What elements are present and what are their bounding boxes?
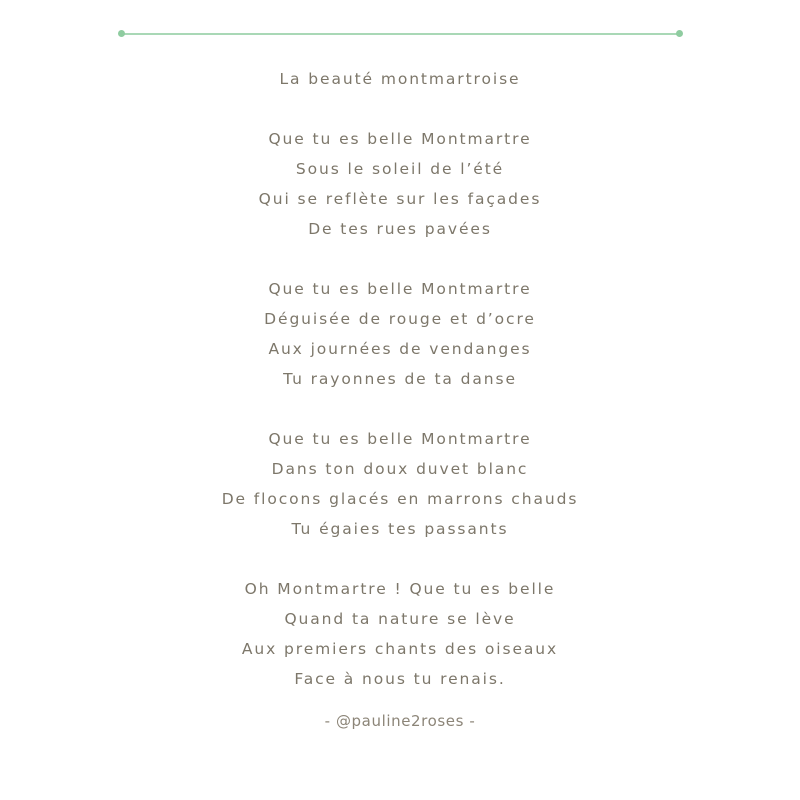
author-signature: - @pauline2roses -: [324, 712, 476, 730]
poem-line: Que tu es belle Montmartre: [268, 280, 532, 298]
poem-line: Sous le soleil de l’été: [295, 160, 505, 178]
stanza-1: [0, 124, 800, 244]
poem-line: De flocons glacés en marrons chauds: [221, 490, 579, 508]
stanza-4: [0, 574, 800, 694]
stanza-3: [0, 424, 800, 544]
divider-dot-left: [118, 30, 125, 37]
poem-line: De tes rues pavées: [308, 220, 492, 238]
poem-line: Qui se reflète sur les façades: [258, 190, 542, 208]
poem-line: Aux journées de vendanges: [268, 340, 532, 358]
poem-line: Déguisée de rouge et d’ocre: [264, 310, 536, 328]
poem: [0, 64, 800, 694]
poem-line: Face à nous tu renais.: [294, 670, 506, 688]
poem-line: Dans ton doux duvet blanc: [271, 460, 529, 478]
poem-line: Quand ta nature se lève: [284, 610, 516, 628]
poem-line: Que tu es belle Montmartre: [268, 430, 532, 448]
poem-line: Que tu es belle Montmartre: [268, 130, 532, 148]
poem-line: Aux premiers chants des oiseaux: [241, 640, 559, 658]
poem-title: La beauté montmartroise: [279, 70, 521, 88]
top-divider: [121, 33, 679, 35]
poem-line: Tu rayonnes de ta danse: [283, 370, 517, 388]
divider-dot-right: [676, 30, 683, 37]
poem-line: Tu égaies tes passants: [291, 520, 509, 538]
poem-line: Oh Montmartre ! Que tu es belle: [244, 580, 556, 598]
stanza-2: [0, 274, 800, 394]
